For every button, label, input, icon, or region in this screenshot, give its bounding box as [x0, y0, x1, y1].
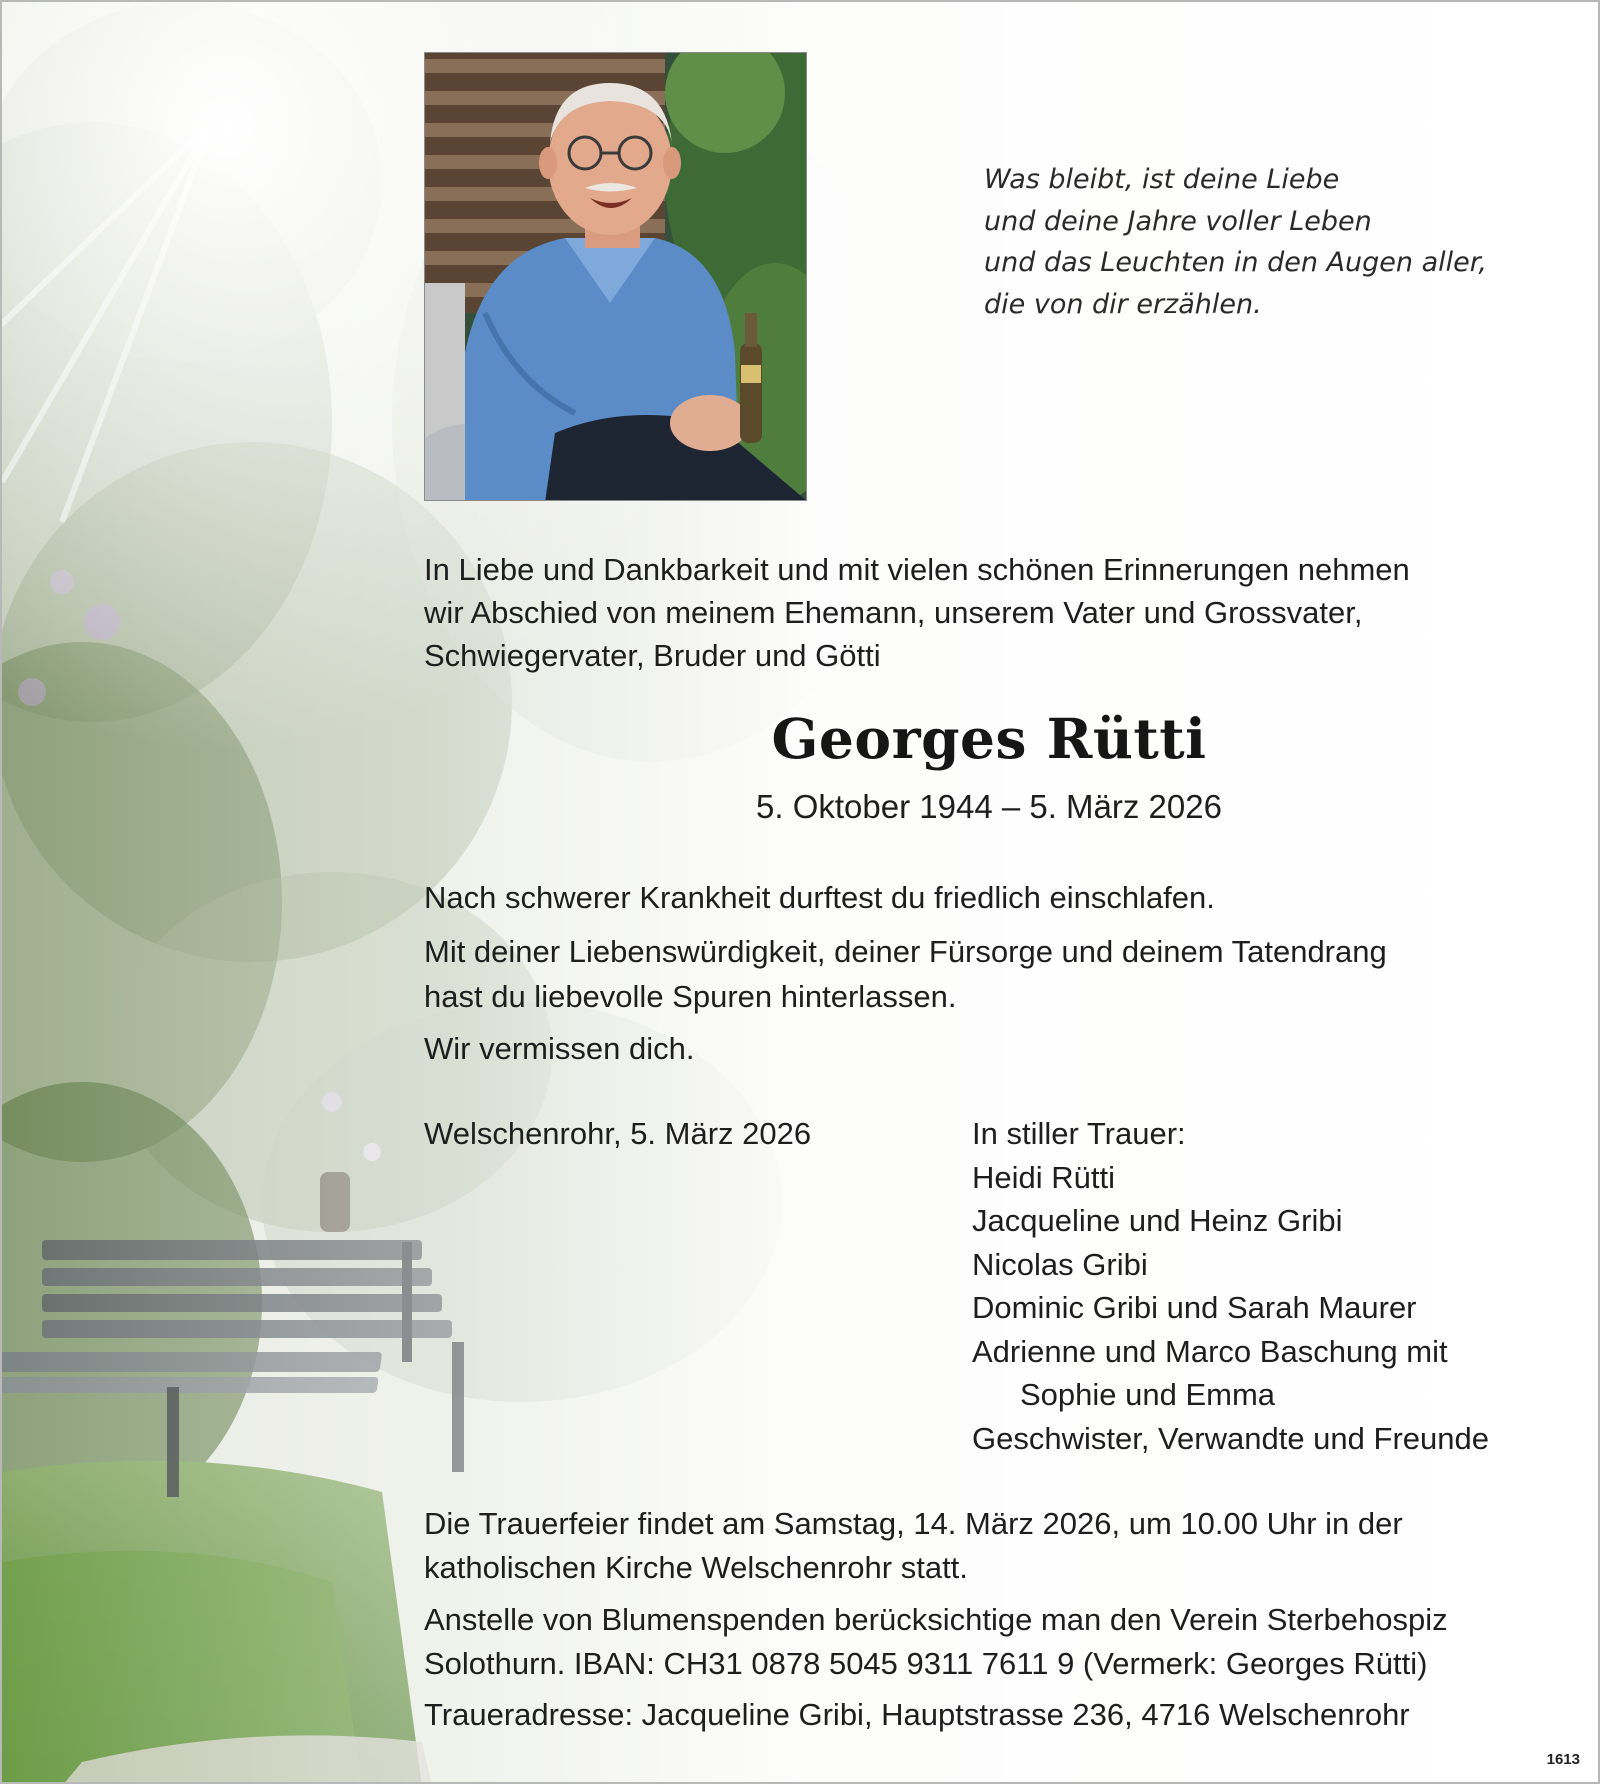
life-dates: 5. Oktober 1944 – 5. März 2026 — [756, 788, 1222, 825]
message-paragraph-2 — [424, 929, 1387, 1019]
mourners-list — [972, 1112, 1489, 1460]
verse-line: und deine Jahre voller Leben — [984, 205, 1372, 237]
mourner-name: Sophie und Emma — [1020, 1377, 1276, 1412]
verse-line: Was bleibt, ist deine Liebe — [984, 164, 1340, 195]
portrait-photo — [424, 52, 807, 501]
mourning-address — [424, 1693, 1410, 1737]
mourners-heading: In stiller Trauer: — [972, 1116, 1186, 1151]
ad-code: 1613 — [1546, 1751, 1580, 1768]
message-line: Nach schwerer Krankheit durftest du friedlich einschlafen. — [424, 880, 1215, 915]
donation-line: Anstelle von Blumenspenden berücksichtige man den Verein Sterbehospiz — [424, 1602, 1448, 1637]
message-paragraph-3 — [424, 1027, 694, 1070]
message-line: Wir vermissen dich. — [424, 1031, 695, 1066]
mourner-name: Geschwister, Verwandte und Freunde — [972, 1420, 1489, 1456]
place-date-text: Welschenrohr, 5. März 2026 — [424, 1116, 812, 1151]
mourner-name: Heidi Rütti — [972, 1159, 1115, 1195]
address-line: Traueradresse: Jacqueline Gribi, Hauptstrasse 236, 4716 Welschenrohr — [424, 1697, 1410, 1732]
intro-line: Schwiegervater, Bruder und Götti — [424, 638, 881, 673]
funeral-line: katholischen Kirche Welschenrohr statt. — [424, 1550, 968, 1585]
funeral-info — [424, 1502, 1403, 1590]
mourner-name: Jacqueline und Heinz Gribi — [972, 1203, 1343, 1238]
message-line: hast du liebevolle Spuren hinterlassen. — [424, 979, 957, 1014]
verse-quote — [984, 159, 1544, 325]
deceased-name: Georges Rütti — [771, 706, 1207, 771]
verse-line: die von dir erzählen. — [984, 288, 1262, 320]
intro-line: In Liebe und Dankbarkeit und mit vielen schönen Erinnerungen nehmen — [424, 552, 1410, 587]
intro-line: wir Abschied von meinem Ehemann, unserem Vater und Grossvater, — [424, 595, 1363, 630]
mourner-name: Dominic Gribi und Sarah Maurer — [972, 1290, 1417, 1325]
message-line: Mit deiner Liebenswürdigkeit, deiner Fürsorge und deinem Tatendrang — [424, 934, 1387, 969]
donation-info — [424, 1598, 1448, 1686]
mourner-name: Nicolas Gribi — [972, 1246, 1148, 1282]
place-date — [424, 1112, 811, 1155]
donation-line: Solothurn. IBAN: CH31 0878 5045 9311 7611 9 (Vermerk: Georges Rütti) — [424, 1646, 1428, 1681]
funeral-line: Die Trauerfeier findet am Samstag, 14. März 2026, um 10.00 Uhr in der — [424, 1506, 1403, 1541]
message-paragraph-1 — [424, 876, 1215, 919]
verse-line: und das Leuchten in den Augen aller, — [984, 247, 1487, 278]
mourner-name: Adrienne und Marco Baschung mit — [972, 1333, 1448, 1369]
intro-paragraph — [424, 548, 1410, 677]
